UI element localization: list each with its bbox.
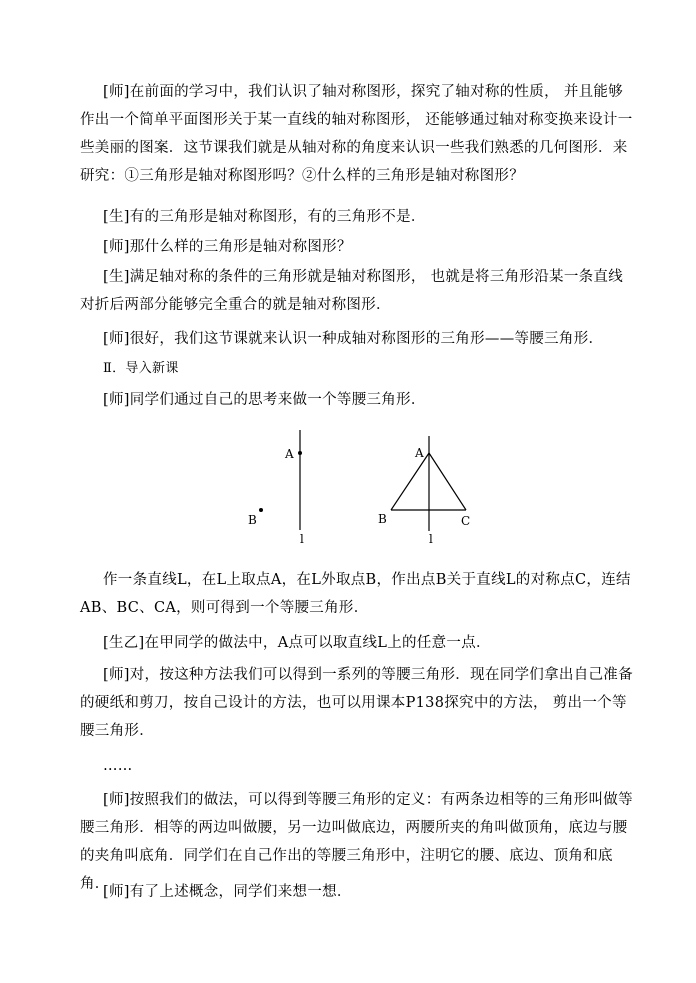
right-label-b: B <box>378 512 387 526</box>
paragraph-student-answer-1: [生]有的三角形是轴对称图形，有的三角形不是． <box>103 209 426 225</box>
triangle-side-ac <box>429 453 466 510</box>
paragraph-teacher-think: [师]有了上述概念，同学们来想一想． <box>103 884 352 900</box>
left-point-a <box>298 451 302 455</box>
paragraph-teacher-cutting: [师]对，按这种方法我们可以得到一系列的等腰三角形．现在同学们拿出自己准备的硬纸和剪刀，按自己设计的方法，也可以用课本P138探究中的方法， 剪出一个等腰三角形． <box>80 667 633 739</box>
left-label-b: B <box>248 513 257 527</box>
right-label-a: A <box>415 446 424 460</box>
section-heading-new-lesson: Ⅱ．导入新课 <box>103 361 179 376</box>
paragraph-teacher-good: [师]很好，我们这节课就来认识一种成轴对称图形的三角形——等腰三角形． <box>103 331 604 347</box>
paragraph-teacher-intro: [师]在前面的学习中，我们认识了轴对称图形，探究了轴对称的性质， 并且能够作出一个简单平面图形关于某一直线的轴对称图形， 还能够通过轴对称变换来设计一些美丽的图案．这节课我们就是从轴对称的角度来认识一些我们熟悉的几何图形．来研究：①三角形是轴对称图形吗？②什么样的三角形是轴对称图形？ <box>80 84 633 184</box>
triangle-side-ab <box>391 453 429 510</box>
paragraph-ellipsis: …… <box>103 758 133 774</box>
right-label-c: C <box>461 514 471 528</box>
left-label-a: A <box>285 447 294 461</box>
left-label-line: l <box>300 532 304 546</box>
paragraph-construction-method: 作一条直线L，在L上取点A，在L外取点B，作出点B关于直线L的对称点C，连结AB、BC、CA，则可得到一个等腰三角形． <box>80 572 631 616</box>
isosceles-construction-figure <box>230 430 490 555</box>
paragraph-student-answer-2: [生]满足轴对称的条件的三角形就是轴对称图形， 也就是将三角形沿某一条直线对折后两部分能够完全重合的就是轴对称图形． <box>80 269 624 313</box>
paragraph-teacher-definition: [师]按照我们的做法，可以得到等腰三角形的定义：有两条边相等的三角形叫做等腰三角形．相等的两边叫做腰，另一边叫做底边，两腰所夹的角叫做顶角，底边与腰的夹角叫底角．同学们在自己作出的等腰三角形中，注明它的腰、底边、顶角和底角． <box>80 792 633 892</box>
figure-svg <box>230 430 490 555</box>
right-label-line: l <box>429 532 433 546</box>
left-point-b <box>259 508 263 512</box>
paragraph-student-yi: [生乙]在甲同学的做法中，A点可以取直线L上的任意一点． <box>103 635 491 651</box>
paragraph-teacher-instruction: [师]同学们通过自己的思考来做一个等腰三角形． <box>103 392 426 408</box>
paragraph-teacher-question: [师]那什么样的三角形是轴对称图形？ <box>103 239 352 255</box>
